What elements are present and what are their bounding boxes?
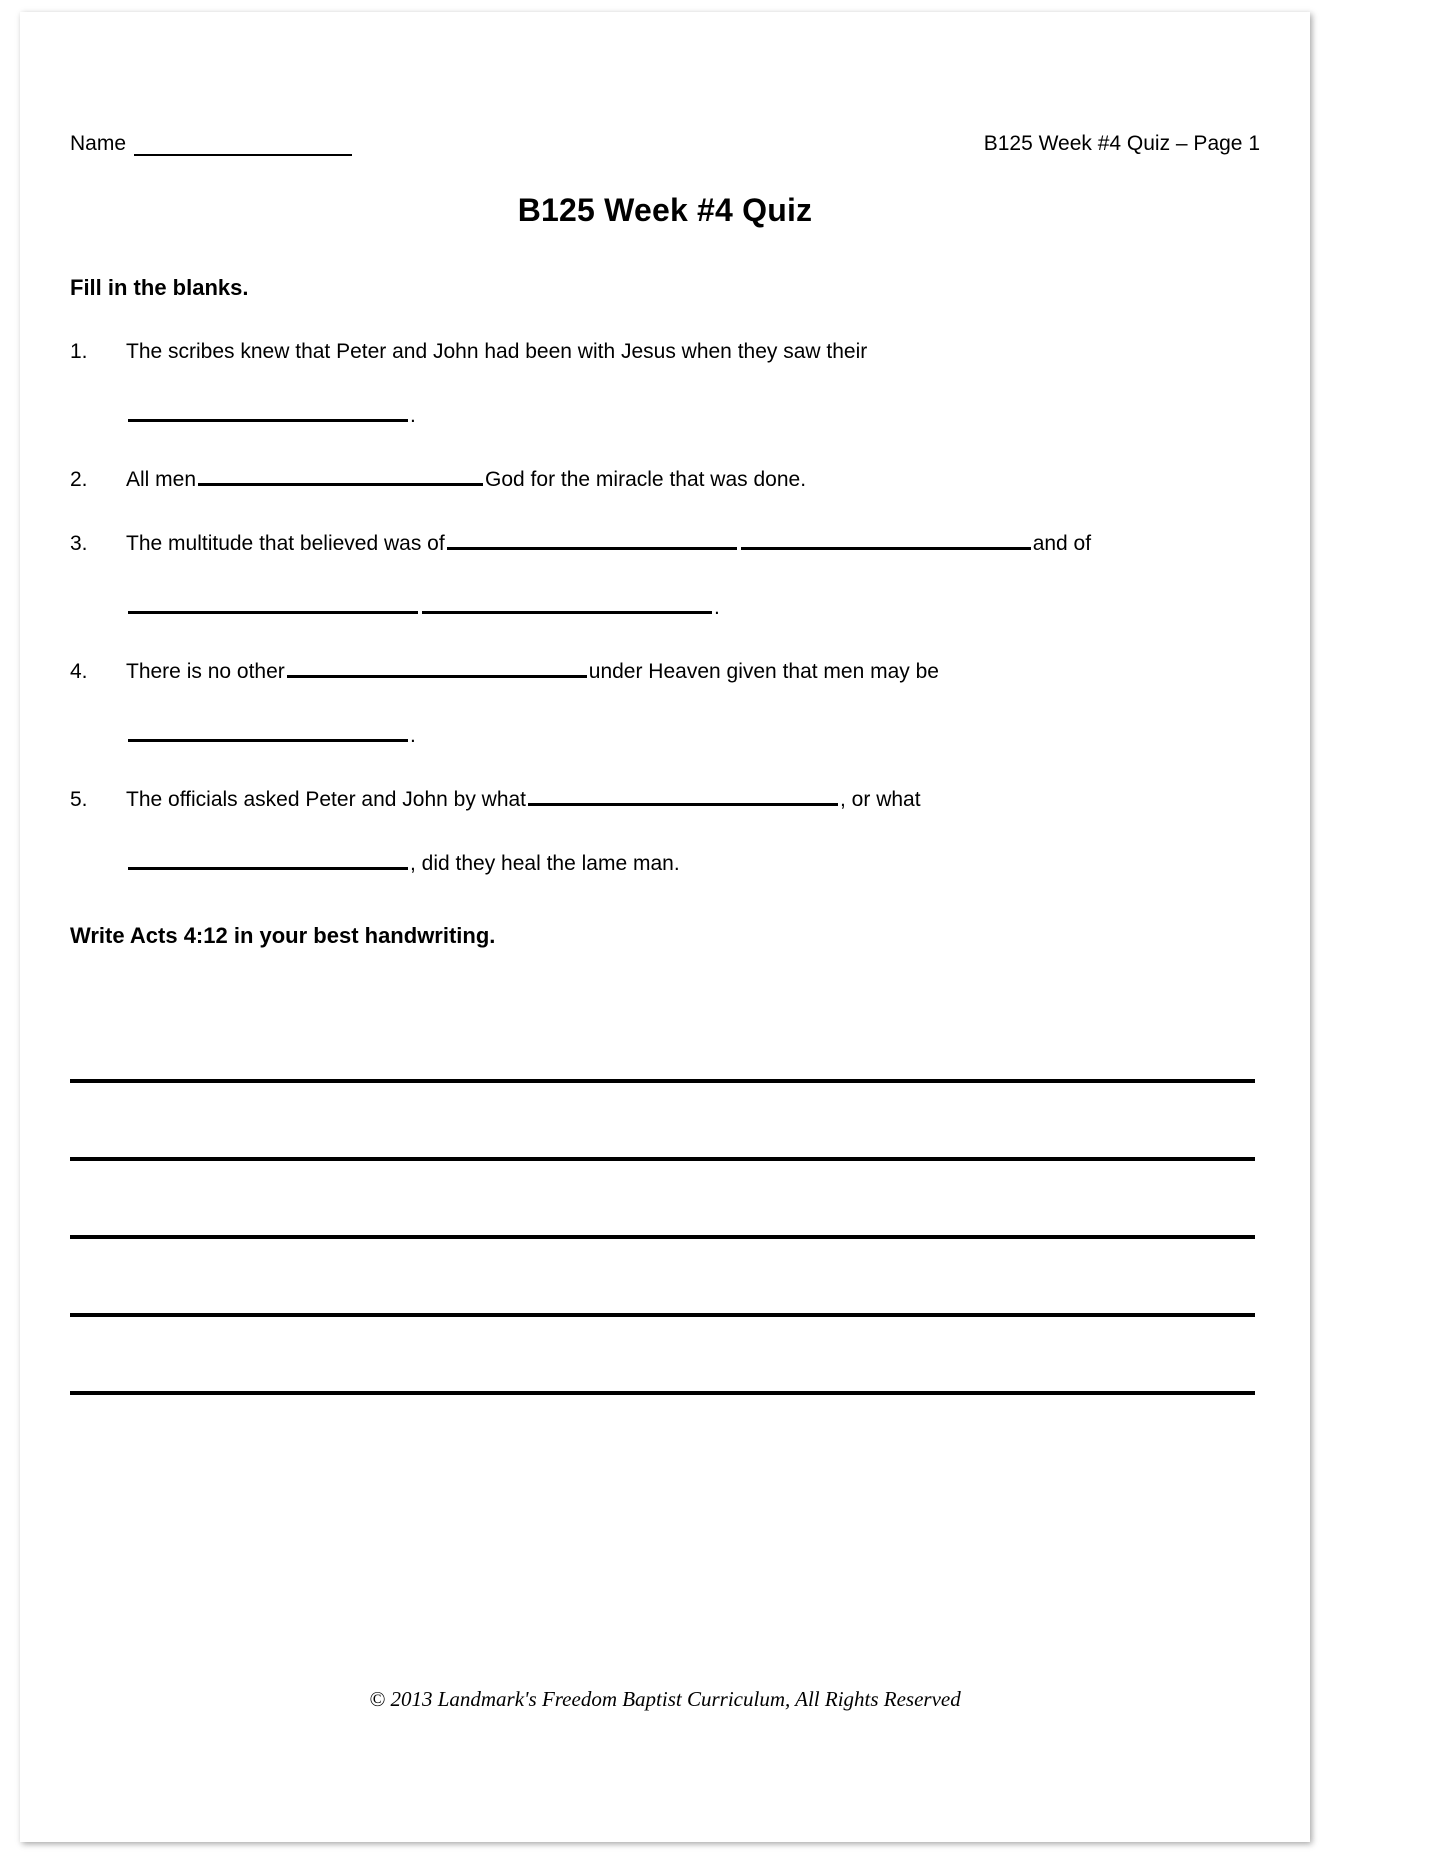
- question-line: [126, 783, 1260, 817]
- question-number: 5.: [70, 788, 88, 811]
- question-item: [70, 463, 1260, 497]
- question-line: [126, 463, 1260, 497]
- page-reference: B125 Week #4 Quiz – Page 1: [983, 132, 1260, 155]
- question-item: [70, 527, 1260, 625]
- question-text: The scribes knew that Peter and John had been with Jesus when they saw their: [126, 340, 868, 363]
- question-body: [126, 783, 1260, 881]
- question-body: [126, 655, 1260, 753]
- answer-blank[interactable]: [528, 784, 838, 806]
- question-line: [126, 591, 1260, 625]
- question-list: [70, 335, 1260, 881]
- answer-blank[interactable]: [198, 464, 483, 486]
- question-text-after: .: [410, 724, 416, 747]
- question-line: [126, 655, 1260, 689]
- handwriting-line[interactable]: [70, 1083, 1255, 1161]
- answer-blank[interactable]: [741, 528, 1031, 550]
- question-text-after: , did they heal the lame man.: [410, 852, 680, 875]
- answer-blank[interactable]: [128, 400, 408, 422]
- handwriting-line[interactable]: [70, 1005, 1255, 1083]
- copyright-footer: © 2013 Landmark's Freedom Baptist Curriculum, All Rights Reserved: [369, 1687, 961, 1711]
- question-line: [126, 847, 1260, 881]
- question-number: 1.: [70, 340, 88, 363]
- question-number: 3.: [70, 532, 88, 555]
- handwriting-heading: Write Acts 4:12 in your best handwriting.: [70, 923, 496, 948]
- question-text: The multitude that believed was of: [126, 532, 445, 555]
- answer-blank[interactable]: [447, 528, 737, 550]
- question-line: [126, 719, 1260, 753]
- worksheet-sheet: [20, 12, 1310, 1842]
- question-body: [126, 463, 1260, 497]
- question-item: [70, 335, 1260, 433]
- handwriting-line[interactable]: [70, 1317, 1255, 1395]
- question-text-after: and of: [1032, 532, 1092, 555]
- question-text-after: under Heaven given that men may be: [588, 660, 939, 683]
- name-label: Name: [70, 132, 127, 155]
- question-item: [70, 655, 1260, 753]
- name-field-group: [70, 132, 352, 156]
- handwriting-lines: [70, 1005, 1260, 1395]
- question-text: The officials asked Peter and John by what: [126, 788, 527, 811]
- worksheet-content: [70, 132, 1260, 1395]
- question-text: All men: [126, 468, 197, 491]
- question-body: [126, 527, 1260, 625]
- question-text-after: .: [714, 596, 720, 619]
- question-line: [126, 527, 1260, 561]
- answer-blank[interactable]: [287, 656, 587, 678]
- question-text: There is no other: [126, 660, 285, 683]
- answer-blank[interactable]: [422, 592, 712, 614]
- section-heading-fill-in-the-blanks: Fill in the blanks.: [70, 275, 249, 300]
- answer-blank[interactable]: [128, 720, 408, 742]
- question-text-after: .: [410, 404, 416, 427]
- question-text-after: God for the miracle that was done.: [485, 468, 807, 491]
- question-item: [70, 783, 1260, 881]
- answer-blank[interactable]: [128, 592, 418, 614]
- question-body: [126, 335, 1260, 433]
- question-line: [126, 335, 1260, 369]
- question-text-after: , or what: [840, 788, 921, 811]
- question-number: 4.: [70, 660, 88, 683]
- question-line: [126, 399, 1260, 433]
- name-blank-line[interactable]: [134, 134, 352, 156]
- answer-blank[interactable]: [128, 848, 408, 870]
- handwriting-line[interactable]: [70, 1239, 1255, 1317]
- question-number: 2.: [70, 468, 88, 491]
- page-title: B125 Week #4 Quiz: [517, 192, 813, 228]
- handwriting-line[interactable]: [70, 1161, 1255, 1239]
- document-header: [70, 132, 1260, 156]
